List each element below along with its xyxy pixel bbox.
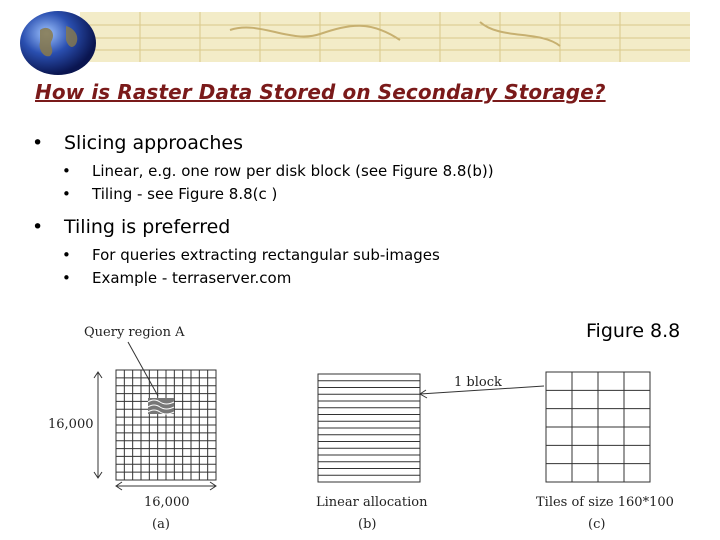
linear-allocation — [318, 374, 420, 482]
bullet-slicing: • Slicing approaches — [30, 132, 690, 162]
sub-bullet-tiling: • Tiling - see Figure 8.8(c ) — [60, 185, 690, 208]
tiles-caption: Tiles of size 160*100 — [536, 495, 674, 510]
slide-title: How is Raster Data Stored on Secondary Storage? — [35, 80, 606, 104]
sub-bullet-linear: • Linear, e.g. one row per disk block (see Figure 8.8(b)) — [60, 162, 690, 185]
globe-icon — [18, 10, 98, 76]
figure-8-8 — [40, 310, 680, 540]
map-banner — [0, 0, 720, 70]
dim-vertical-label: 16,000 — [48, 417, 94, 432]
figure-label: Figure 8.8 — [586, 320, 681, 342]
linear-caption: Linear allocation — [316, 495, 428, 510]
subfig-b-label: (b) — [358, 517, 377, 532]
query-region-a — [148, 398, 174, 414]
grid-a — [116, 370, 216, 480]
block-label: 1 block — [454, 375, 502, 390]
tiles-grid — [546, 372, 650, 482]
sub-bullet-queries: • For queries extracting rectangular sub-images — [60, 246, 690, 269]
query-region-label: Query region A — [84, 325, 185, 340]
bullet-list — [30, 132, 690, 292]
sub-bullet-example: • Example - terraserver.com — [60, 269, 690, 292]
dim-horizontal-label: 16,000 — [144, 495, 190, 510]
subfig-a-label: (a) — [152, 517, 170, 532]
bullet-tiling-preferred: • Tiling is preferred — [30, 216, 690, 246]
subfig-c-label: (c) — [588, 517, 606, 532]
